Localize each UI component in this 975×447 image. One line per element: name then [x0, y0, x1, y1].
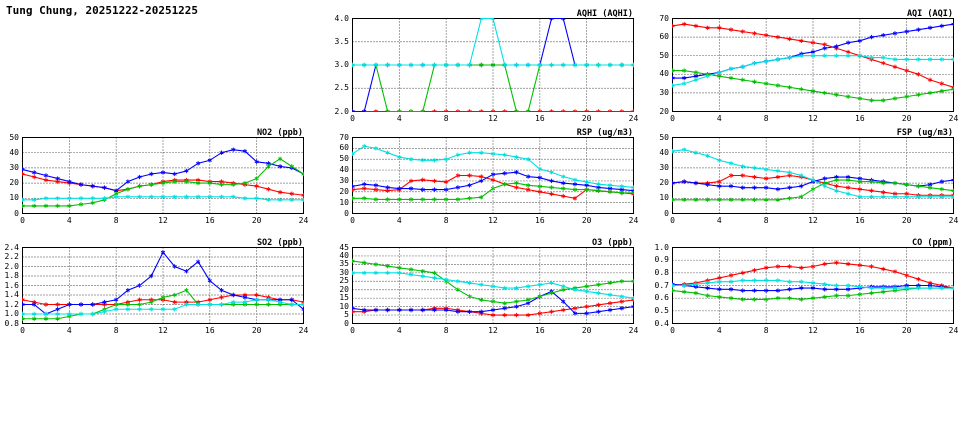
ytick-rsp-6: 60 — [339, 143, 349, 153]
chart-panel-no2 — [9, 128, 309, 230]
xtick-co-2: 8 — [763, 326, 769, 335]
xtick-o3-1: 4 — [396, 326, 402, 335]
plot-area-no2 — [22, 137, 304, 214]
xtick-aqi-2: 8 — [763, 114, 769, 123]
series-aqi-3 — [672, 54, 954, 88]
ytick-o3-1: 5 — [344, 310, 349, 320]
page-title: Tung Chung, 20251222-20251225 — [6, 4, 199, 17]
xtick-aqhi-5: 20 — [581, 114, 592, 123]
ytick-co-5: 0.9 — [654, 255, 669, 265]
ytick-aqhi-3: 3.5 — [334, 36, 349, 46]
xtick-so2-4: 16 — [205, 326, 215, 335]
ytick-no2-1: 10 — [9, 193, 19, 203]
chart-panel-co — [654, 238, 959, 340]
chart-title-aqhi: AQHI (AQHI) — [576, 9, 633, 19]
ytick-so2-8: 2.4 — [4, 242, 19, 252]
xtick-aqhi-1: 4 — [396, 114, 402, 123]
ytick-rsp-5: 50 — [339, 154, 349, 164]
chart-panel-o3 — [339, 238, 639, 340]
ytick-fsp-5: 50 — [659, 132, 669, 142]
chart-panel-aqi — [659, 9, 959, 128]
ytick-co-1: 0.5 — [654, 305, 669, 315]
ytick-co-0: 0.4 — [654, 318, 669, 328]
ytick-o3-9: 45 — [339, 242, 349, 252]
ytick-no2-0: 0 — [14, 208, 19, 218]
ytick-aqi-4: 60 — [659, 32, 669, 42]
xtick-rsp-5: 20 — [581, 216, 592, 225]
ytick-so2-4: 1.6 — [4, 280, 19, 290]
ytick-so2-0: 0.8 — [4, 318, 19, 328]
xtick-rsp-3: 12 — [488, 216, 498, 225]
ytick-fsp-3: 30 — [659, 162, 669, 172]
ytick-aqhi-0: 2.0 — [334, 106, 349, 116]
xtick-co-6: 24 — [948, 326, 959, 335]
chart-title-o3: O3 (ppb) — [592, 238, 633, 248]
ytick-no2-4: 40 — [9, 147, 19, 157]
xtick-fsp-5: 20 — [901, 216, 912, 225]
xtick-rsp-2: 8 — [443, 216, 449, 225]
xtick-aqhi-4: 16 — [535, 114, 545, 123]
ytick-aqi-2: 40 — [659, 69, 669, 79]
ytick-so2-6: 2.0 — [4, 261, 19, 271]
chart-title-rsp: RSP (ug/m3) — [576, 128, 633, 138]
xtick-so2-0: 0 — [20, 326, 25, 335]
plot-area-rsp — [352, 137, 634, 214]
chart-title-aqi: AQI (AQI) — [906, 9, 953, 19]
xtick-o3-3: 12 — [488, 326, 498, 335]
xtick-fsp-3: 12 — [808, 216, 818, 225]
xtick-aqi-0: 0 — [670, 114, 675, 123]
xtick-rsp-0: 0 — [350, 216, 355, 225]
ytick-o3-5: 25 — [339, 276, 349, 286]
ytick-o3-0: 0 — [344, 318, 349, 328]
ytick-fsp-4: 40 — [659, 147, 669, 157]
xtick-no2-1: 4 — [66, 216, 72, 225]
xtick-o3-4: 16 — [535, 326, 545, 335]
xtick-so2-1: 4 — [66, 326, 72, 335]
ytick-aqhi-1: 2.5 — [334, 83, 349, 93]
xtick-rsp-4: 16 — [535, 216, 545, 225]
xtick-co-1: 4 — [716, 326, 722, 335]
xtick-aqhi-6: 24 — [628, 114, 639, 123]
xtick-co-4: 16 — [855, 326, 865, 335]
ytick-rsp-4: 40 — [339, 165, 349, 175]
xtick-o3-5: 20 — [581, 326, 592, 335]
ytick-co-2: 0.6 — [654, 293, 669, 303]
ytick-fsp-1: 10 — [659, 193, 669, 203]
chart-title-no2: NO2 (ppb) — [256, 128, 303, 138]
chart-panel-aqhi — [334, 9, 639, 128]
xtick-co-0: 0 — [670, 326, 675, 335]
ytick-rsp-0: 0 — [344, 208, 349, 218]
ytick-aqi-3: 50 — [659, 50, 669, 60]
xtick-no2-6: 24 — [298, 216, 309, 225]
chart-title-co: CO (ppm) — [912, 238, 953, 248]
ytick-co-3: 0.7 — [654, 280, 669, 290]
xtick-fsp-6: 24 — [948, 216, 959, 225]
ytick-aqi-5: 70 — [659, 13, 669, 23]
xtick-aqi-6: 24 — [948, 114, 959, 123]
plot-area-co — [672, 247, 954, 324]
xtick-aqi-3: 12 — [808, 114, 818, 123]
plot-area-aqhi — [352, 18, 634, 112]
xtick-rsp-6: 24 — [628, 216, 639, 225]
ytick-co-6: 1.0 — [654, 242, 669, 252]
xtick-rsp-1: 4 — [396, 216, 402, 225]
chart-panel-fsp — [659, 128, 959, 230]
xtick-no2-4: 16 — [205, 216, 215, 225]
xtick-so2-5: 20 — [251, 326, 262, 335]
xtick-o3-0: 0 — [350, 326, 355, 335]
ytick-o3-6: 30 — [339, 267, 349, 277]
ytick-no2-2: 20 — [9, 178, 19, 188]
chart-panel-so2 — [4, 238, 309, 340]
ytick-o3-3: 15 — [339, 293, 349, 303]
ytick-so2-1: 1.0 — [4, 309, 19, 318]
ytick-o3-8: 40 — [339, 250, 349, 260]
plot-area-aqi — [672, 18, 954, 112]
xtick-no2-0: 0 — [20, 216, 25, 225]
chart-title-fsp: FSP (ug/m3) — [896, 128, 953, 138]
ytick-o3-2: 10 — [339, 301, 349, 311]
xtick-no2-3: 12 — [158, 216, 168, 225]
xtick-o3-2: 8 — [443, 326, 449, 335]
xtick-aqi-5: 20 — [901, 114, 912, 123]
ytick-aqhi-2: 3.0 — [334, 60, 349, 69]
ytick-rsp-3: 30 — [339, 175, 349, 185]
xtick-o3-6: 24 — [628, 326, 639, 335]
xtick-co-5: 20 — [901, 326, 912, 335]
xtick-fsp-2: 8 — [763, 216, 769, 225]
xtick-aqhi-0: 0 — [350, 114, 355, 123]
xtick-aqhi-2: 8 — [443, 114, 449, 123]
ytick-co-4: 0.8 — [654, 267, 669, 277]
xtick-so2-2: 8 — [113, 326, 119, 335]
ytick-aqi-1: 30 — [659, 87, 669, 97]
ytick-fsp-0: 0 — [664, 208, 669, 218]
xtick-aqi-1: 4 — [716, 114, 722, 123]
xtick-so2-6: 24 — [298, 326, 309, 335]
xtick-aqhi-3: 12 — [488, 114, 498, 123]
plot-area-so2 — [22, 247, 304, 324]
xtick-aqi-4: 16 — [855, 114, 865, 123]
ytick-rsp-2: 20 — [339, 186, 349, 196]
ytick-aqi-0: 20 — [659, 106, 669, 116]
xtick-co-3: 12 — [808, 326, 818, 335]
xtick-fsp-4: 16 — [855, 216, 865, 225]
ytick-o3-4: 20 — [339, 284, 349, 294]
xtick-fsp-1: 4 — [716, 216, 722, 225]
xtick-fsp-0: 0 — [670, 216, 675, 225]
ytick-so2-3: 1.4 — [4, 290, 19, 299]
ytick-so2-2: 1.2 — [4, 299, 19, 309]
xtick-so2-3: 12 — [158, 326, 168, 335]
xtick-no2-5: 20 — [251, 216, 262, 225]
xtick-no2-2: 8 — [113, 216, 119, 225]
plot-area-fsp — [672, 137, 954, 214]
ytick-o3-7: 35 — [339, 259, 349, 269]
ytick-rsp-7: 70 — [339, 132, 349, 142]
ytick-no2-3: 30 — [9, 162, 19, 172]
ytick-rsp-1: 10 — [339, 197, 349, 207]
ytick-so2-5: 1.8 — [4, 271, 19, 280]
chart-title-so2: SO2 (ppb) — [256, 238, 303, 248]
chart-panel-rsp — [339, 128, 639, 230]
ytick-fsp-2: 20 — [659, 178, 669, 188]
ytick-aqhi-4: 4.0 — [334, 13, 349, 23]
ytick-no2-5: 50 — [9, 132, 19, 142]
ytick-so2-7: 2.2 — [4, 252, 19, 261]
plot-area-o3 — [352, 247, 634, 324]
